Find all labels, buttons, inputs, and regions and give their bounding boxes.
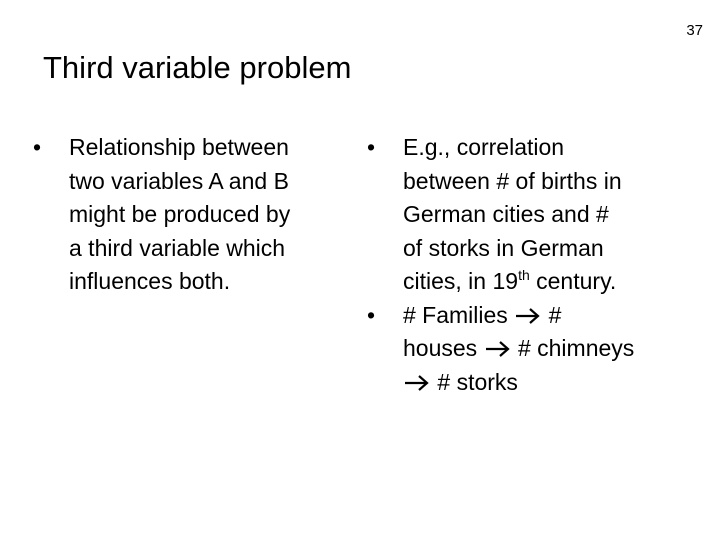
right-column	[367, 131, 707, 399]
left-column	[33, 131, 358, 299]
bullet-marker: •	[33, 134, 42, 160]
chain-text: # Families	[403, 301, 515, 328]
chain-text: # chimneys	[511, 335, 635, 361]
text-line: E.g., correlation	[403, 134, 565, 160]
text-line: a third variable which	[69, 234, 286, 261]
bullet-item-relationship	[33, 131, 358, 299]
slide-number: 37	[686, 22, 703, 39]
text-line-century	[403, 268, 616, 294]
right-bullet-list	[367, 131, 707, 399]
chain-text: # storks	[431, 368, 518, 395]
chain-text: #	[542, 301, 562, 328]
text-line: between # of births in	[403, 167, 622, 194]
right-arrow-icon	[515, 308, 541, 324]
left-bullet-list	[33, 131, 358, 299]
bullet-marker: •	[367, 301, 376, 328]
text-line: of storks in German	[403, 234, 604, 261]
bullet-marker: •	[367, 134, 376, 160]
text-line: two variables A and B	[69, 167, 289, 194]
text-line: influences both.	[69, 268, 231, 294]
text-line: might be produced by	[69, 201, 291, 227]
slide-title: Third variable problem	[43, 50, 352, 85]
text-line: German cities and #	[403, 201, 609, 227]
bullet-item-example	[367, 131, 707, 299]
right-arrow-icon	[485, 341, 511, 357]
superscript-th: th	[518, 267, 530, 283]
text-line: Relationship between	[69, 134, 289, 160]
text-fragment: cities, in 19	[403, 268, 519, 294]
right-arrow-icon	[404, 375, 430, 391]
bullet-item-chain	[367, 299, 707, 400]
chain-text: houses	[403, 335, 484, 361]
text-fragment: century.	[529, 268, 617, 294]
